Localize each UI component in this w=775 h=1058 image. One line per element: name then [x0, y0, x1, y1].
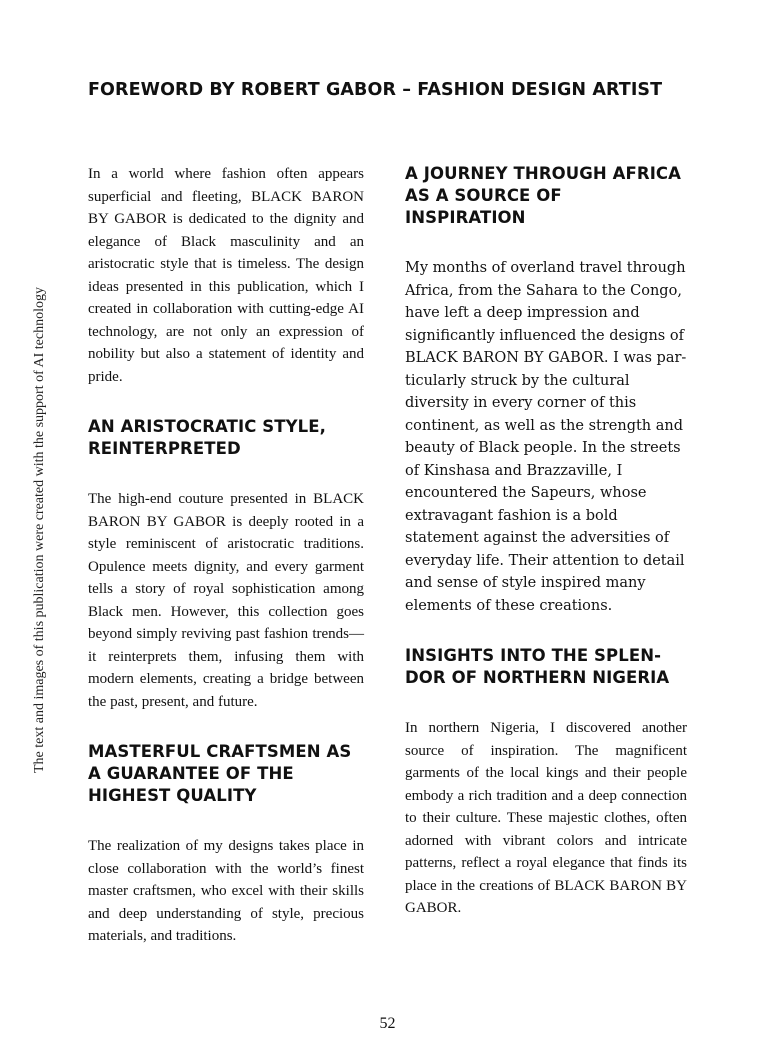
section-text-northern-nigeria: In northern Nigeria, I discovered another source of inspiration. The magnificent garments of the local kings and their people embody a rich tradition and a deep connection to their culture. These majestic clothes, often adorned with vibrant colors and intricate patterns, reflect a royal elegance that finds its place in the creations of BLACK BARON BY GABOR. [405, 720, 687, 916]
page-title: FOREWORD BY ROBERT GABOR – FASHION DESIGN ARTIST [88, 80, 663, 100]
section-text-journey-africa: My months of overland travel through Africa, from the Sahara to the Congo, have left a deep impression and significantly influenced the designs of BLACK BARON BY GABOR. I was particularly struck by the cultural diversity in every corner of this continent, as well as the strength and beauty of Black people. In the streets of Kinshasa and Brazzaville, I encountered the Sapeurs, whose extravagant fashion is a bold statement against the adversities of everyday life. Their attention to detail and sense of style inspired many elements of these creations. [405, 260, 687, 614]
intro-paragraph: In a world where fashion often appears superficial and fleeting, BLACK BARON BY GABOR is dedicated to the dignity and elegance of Black masculinity and an aristocratic style that is timeless. The design ideas presented in this publication, which I created in collaboration with cutting-edge AI technology, are not only an expression of nobility but also a statement of identity and pride. [88, 166, 364, 385]
section-heading-journey-africa: A JOURNEY THROUGH AFRICA AS A SOURCE OF INSPIRATION [405, 164, 682, 227]
section-heading-aristocratic-style: AN ARISTOCRATIC STYLE, REINTERPRETED [88, 417, 326, 458]
ai-disclaimer-note: The text and images of this publication were created with the support of AI technology [32, 287, 47, 773]
right-column [405, 163, 687, 920]
section-text-craftsmen: The realization of my designs takes place in close collaboration with the world’s finest master craftsmen, who excel with their skills and deep understanding of style, precious materials, and traditions. [88, 838, 364, 944]
section-text-aristocratic-style: The high-end couture presented in BLACK BARON BY GABOR is deeply rooted in a style reminiscent of aristocratic traditions. Opulence meets dignity, and every garment tells a story of royal sophistication among Black men. However, this collection goes beyond simply reviving past fashion trends—it reinterprets them, infusing them with modern elements, creating a bridge between the past, present, and future. [88, 491, 364, 710]
section-heading-northern-nigeria: INSIGHTS INTO THE SPLEN-DOR OF NORTHERN NIGERIA [405, 646, 670, 687]
page-number: 52 [379, 1015, 396, 1032]
left-column [88, 163, 364, 948]
section-heading-craftsmen: MASTERFUL CRAFTSMEN AS A GUARANTEE OF THE HIGHEST QUALITY [88, 742, 352, 805]
